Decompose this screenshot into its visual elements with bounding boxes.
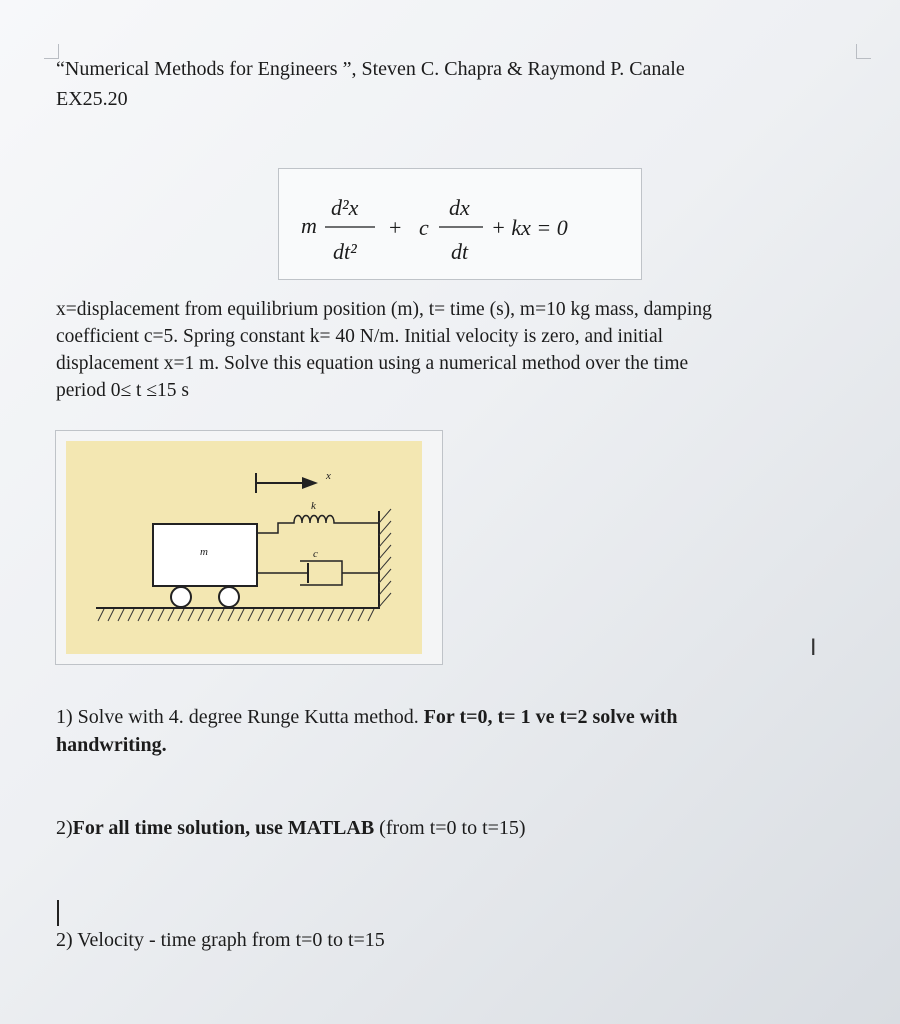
text-cursor xyxy=(57,900,59,926)
formula-plus: + xyxy=(389,215,402,240)
task-1-bold-text: For t=0, t= 1 ve t=2 solve with xyxy=(423,706,678,728)
mass-spring-damper-figure xyxy=(55,430,443,665)
description-line: x=displacement from equilibrium position (m), t= time (s), m=10 kg mass, damping xyxy=(56,299,712,320)
mouse-ibeam-cursor: I xyxy=(810,636,817,661)
task-1 xyxy=(56,703,678,731)
exercise-number: EX25.20 xyxy=(56,88,128,110)
wheel-left xyxy=(171,587,191,607)
task-2-number: 2) xyxy=(56,817,73,839)
description-line: coefficient c=5. Spring constant k= 40 N/m. Initial velocity is zero, and initial xyxy=(56,326,664,347)
book-reference: “Numerical Methods for Engineers ”, Steven C. Chapra & Raymond P. Canale xyxy=(56,58,685,80)
formula-m: m xyxy=(301,213,317,238)
description-line: period 0≤ t ≤15 s xyxy=(56,380,189,401)
problem-description xyxy=(56,296,856,404)
formula-dt2: dt² xyxy=(333,239,357,264)
page-corner-mark-right xyxy=(856,44,871,59)
task-1-text: 1) Solve with 4. degree Runge Kutta method. xyxy=(56,706,424,728)
description-line: displacement x=1 m. Solve this equation using a numerical method over the time xyxy=(56,353,689,374)
task-2-bold-text: For all time solution, use MATLAB xyxy=(72,817,375,839)
formula-c: c xyxy=(419,215,429,240)
displacement-label: x xyxy=(326,470,331,482)
formula-rest: + kx = 0 xyxy=(491,215,568,240)
mass-label: m xyxy=(200,546,208,558)
wheel-right xyxy=(219,587,239,607)
formula-d2x: d²x xyxy=(331,195,359,220)
task-3: 2) Velocity - time graph from t=0 to t=15 xyxy=(56,929,385,951)
task-2 xyxy=(56,814,526,842)
page-corner-mark-left xyxy=(44,44,59,59)
task-2-text: (from t=0 to t=15) xyxy=(374,817,526,839)
spring-label: k xyxy=(311,500,316,512)
damper-label: c xyxy=(313,548,318,560)
task-1-continued: handwriting. xyxy=(56,734,167,756)
formula-dt: dt xyxy=(451,239,469,264)
differential-equation xyxy=(278,168,642,280)
formula-dx: dx xyxy=(449,195,470,220)
